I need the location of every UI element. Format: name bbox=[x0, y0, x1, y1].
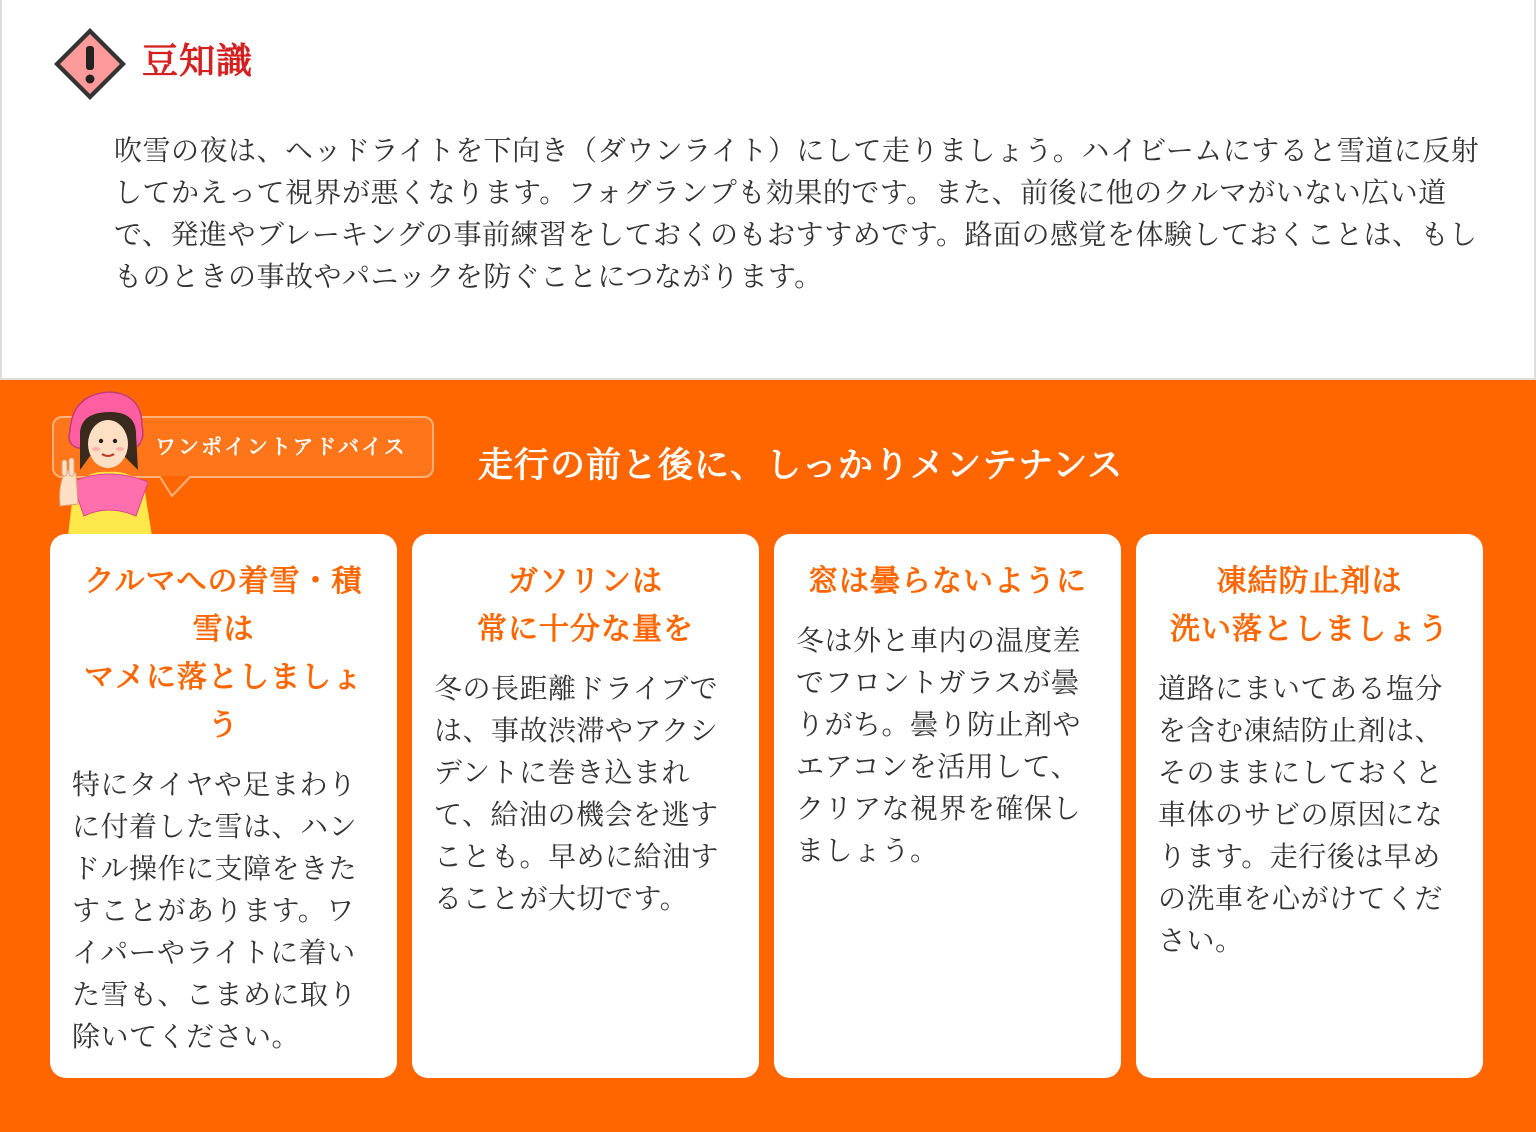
card-body: 特にタイヤや足まわりに付着した雪は、ハンドル操作に支障をきたすことがあります。ワイパーやライトに着いた雪も、こまめに取り除いてください。 bbox=[72, 768, 358, 1053]
advice-card-windows bbox=[774, 534, 1121, 1078]
advice-card-fuel bbox=[412, 534, 759, 1078]
advice-headline: 走行の前と後に、しっかりメンテナンス bbox=[478, 446, 1124, 486]
card-title: 凍結防止剤は 洗い落としましょう bbox=[1170, 564, 1449, 647]
card-body: 冬の長距離ドライブでは、事故渋滞やアクシデントに巻き込まれて、給油の機会を逃すことも。早めに給油することが大切です。 bbox=[434, 672, 720, 915]
advisor-woman-illustration bbox=[50, 386, 170, 536]
trivia-section bbox=[0, 0, 1536, 380]
advice-cards bbox=[50, 534, 1482, 1078]
advice-card-antifreeze bbox=[1136, 534, 1483, 1078]
advice-card-snow bbox=[50, 534, 397, 1078]
trivia-title: 豆知識 bbox=[142, 41, 254, 82]
card-title: クルマへの着雪・積雪は マメに落としましょう bbox=[84, 564, 363, 743]
card-body: 道路にまいてある塩分を含む凍結防止剤は、そのままにしておくと車体のサビの原因になります。走行後は早めの洗車を心がけてください。 bbox=[1158, 672, 1444, 957]
advice-badge-label: ワンポイントアドバイス bbox=[155, 435, 407, 459]
warning-diamond-icon bbox=[52, 26, 128, 102]
advice-section bbox=[0, 380, 1536, 1132]
trivia-body: 吹雪の夜は、ヘッドライトを下向き（ダウンライト）にして走りましょう。ハイビームにすると雪道に反射してかえって視界が悪くなります。フォグランプも効果的です。また、前後に他のクルマがいない広い道で、発進やブレーキングの事前練習をしておくのもおすすめです。路面の感覚を体験しておくことは、もしものときの事故やパニックを防ぐことにつながります。 bbox=[114, 134, 1480, 293]
card-title: ガソリンは 常に十分な量を bbox=[477, 564, 694, 647]
card-title: 窓は曇らないように bbox=[808, 564, 1087, 599]
card-body: 冬は外と車内の温度差でフロントガラスが曇りがち。曇り防止剤やエアコンを活用して、クリアな視界を確保しましょう。 bbox=[796, 624, 1082, 867]
